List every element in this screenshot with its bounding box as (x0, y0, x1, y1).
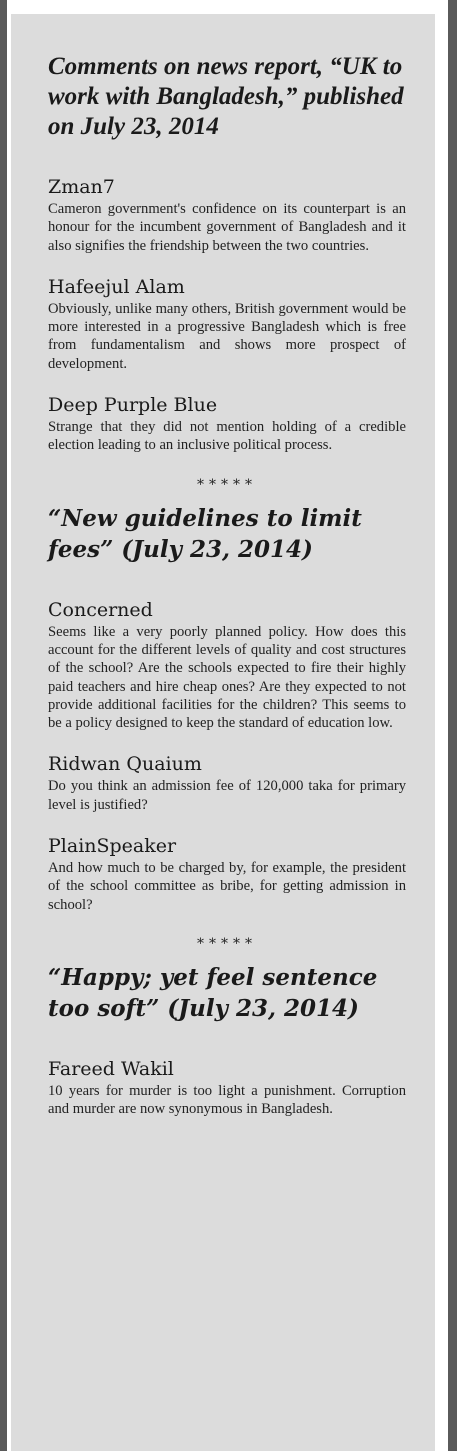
comment (48, 1058, 406, 1119)
comment (48, 835, 406, 914)
comment-text: Cameron government's confidence on its counterpart is an honour for the incumbent government of Bangladesh and it also signifies the friendship between the two countries. (48, 201, 406, 254)
commenter-name: Ridwan Quaium (48, 753, 202, 776)
comment (48, 176, 406, 255)
article-title: “New guidelines to limit fees” (July 23, 2014) (48, 504, 362, 563)
commenter-name: PlainSpeaker (48, 835, 177, 858)
article-title: “Happy; yet feel sentence too soft” (July 23, 2014) (48, 963, 378, 1022)
comment-text: Strange that they did not mention holding of a credible election leading to an inclusive political process. (48, 419, 406, 454)
right-border (448, 0, 457, 1451)
section-separator: ***** (197, 476, 257, 493)
section-separator: ***** (197, 935, 257, 952)
comment-text: Seems like a very poorly planned policy. How does this account for the different levels of quality and cost structures of the school? Are the schools expected to fire their highly paid teachers and hire cheap ones? Are they expected to not provide additional facilities for the children? This seems to be a policy designed to keep the standard of education low. (48, 623, 406, 732)
left-border (0, 0, 7, 1451)
comment (48, 276, 406, 373)
comment-text: Do you think an admission fee of 120,000 taka for primary level is justified? (48, 778, 406, 813)
commenter-name: Fareed Wakil (48, 1057, 174, 1080)
comment (48, 394, 406, 455)
comments-content (48, 52, 406, 1140)
comment (48, 599, 406, 733)
commenter-name: Hafeejul Alam (48, 275, 185, 298)
comment (48, 753, 406, 814)
comment-section (48, 52, 406, 455)
commenter-name: Deep Purple Blue (48, 394, 218, 417)
commenter-name: Concerned (48, 598, 153, 621)
commenter-name: Zman7 (48, 176, 115, 198)
right-inner-margin (444, 0, 448, 1451)
comment-text: Obviously, unlike many others, British government would be more interested in a progressive Bangladesh which is free from fundamentalism and shows more prospect of development. (48, 300, 406, 372)
comment-section (48, 936, 406, 1119)
comment-text: And how much to be charged by, for example, the president of the school committee as bribe, for getting admission in school? (48, 860, 406, 913)
comment-text: 10 years for murder is too light a punishment. Corruption and murder are now synonymous in Bangladesh. (48, 1082, 406, 1118)
article-title: Comments on news report, “UK to work with Bangladesh,” published on July 23, 2014 (48, 53, 404, 140)
comment-section (48, 477, 406, 914)
